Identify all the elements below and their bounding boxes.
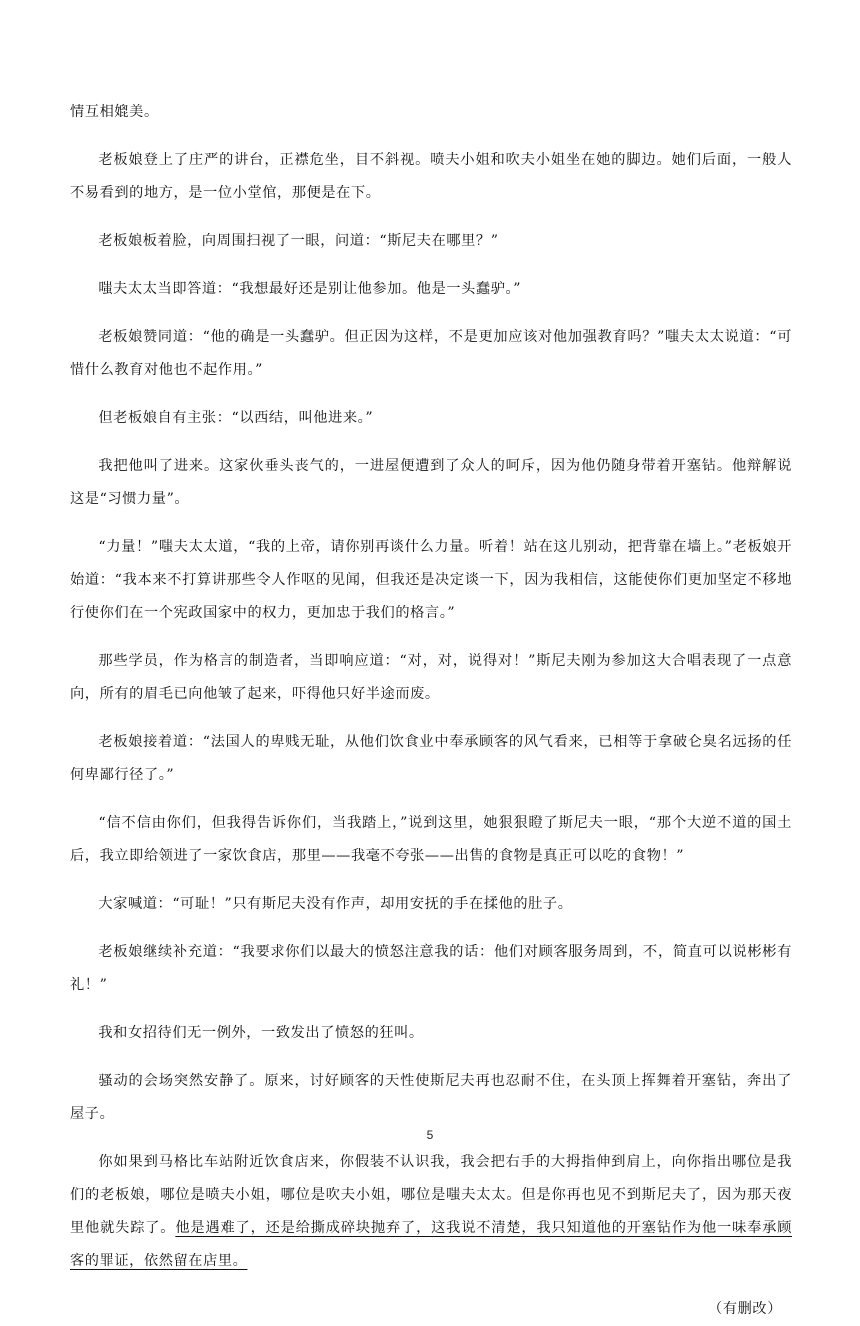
paragraph-5: 老板娘赞同道：“他的确是一头蠢驴。但正因为这样，不是更加应该对他加强教育吗？”嗤夫太太说道：“可惜什么教育对他也不起作用。” xyxy=(70,329,792,378)
paragraph-15: 骚动的会场突然安静了。原来，讨好顾客的天性使斯尼夫再也忍耐不住，在头顶上挥舞着开塞钻，奔出了屋子。 xyxy=(70,1073,792,1122)
paragraph-10: 老板娘接着道：“法国人的卑贱无耻，从他们饮食业中奉承顾客的风气看来，已相等于拿破仑臭名远扬的任何卑鄙行径了。” xyxy=(70,734,792,783)
paragraph-11: “信不信由你们，但我得告诉你们，当我踏上，”说到这里，她狠狠瞪了斯尼夫一眼，“那个大逆不道的国土后，我立即给领进了一家饮食店，那里——我毫不夸张——出售的食物是真正可以吃的食物！” xyxy=(70,815,792,864)
paragraph-2: 老板娘登上了庄严的讲台，正襟危坐，目不斜视。喷夫小姐和吹夫小姐坐在她的脚边。她们后面，一般人不易看到的地方，是一位小堂倌，那便是在下。 xyxy=(70,152,792,201)
underlined-sentence: 他是遇难了，还是给撕成碎块抛弃了，这我说不清楚，我只知道他的开塞钻作为他一味奉承顾客的罪证，依然留在店里。 xyxy=(70,1220,792,1269)
paragraph-6: 但老板娘自有主张：“以西结，叫他进来。” xyxy=(98,410,374,426)
source-note: （有删改） xyxy=(708,1301,782,1317)
paragraph-9: 那些学员，作为格言的制造者，当即响应道：“对，对，说得对！”斯尼夫刚为参加这大合唱表现了一点意向，所有的眉毛已向他皱了起来，吓得他只好半途而废。 xyxy=(70,653,792,702)
paragraph-3: 老板娘板着脸，向周围扫视了一眼，问道：“斯尼夫在哪里？” xyxy=(98,233,499,249)
paragraph-4: 嗤夫太太当即答道：“我想最好还是别让他参加。他是一头蠢驴。” xyxy=(98,281,522,297)
paragraph-12: 大家喊道：“可耻！”只有斯尼夫没有作声，却用安抚的手在揉他的肚子。 xyxy=(98,896,573,912)
paragraph-14: 我和女招待们无一例外，一致发出了愤怒的狂叫。 xyxy=(98,1025,424,1041)
page-number: 5 xyxy=(426,1128,434,1142)
paragraph-7: 我把他叫了进来。这家伙垂头丧气的，一进屋便遭到了众人的呵斥，因为他仍随身带着开塞钻。他辩解说这是“习惯力量”。 xyxy=(70,458,792,507)
paragraph-13: 老板娘继续补充道：“我要求你们以最大的愤怒注意我的话：他们对顾客服务周到，不，简直可以说彬彬有礼！” xyxy=(70,944,792,993)
paragraph-final xyxy=(70,1146,792,1278)
final-paragraph-text: 你如果到马格比车站附近饮食店来，你假装不认识我，我会把右手的大拇指伸到肩上，向你指出哪位是我们的老板娘，哪位是喷夫小姐，哪位是吹夫小姐，哪位是嗤夫太太。但是你再也见不到斯尼夫了，因为那天夜里他就失踪了。 xyxy=(70,1154,792,1236)
paragraph-1: 情互相媲美。 xyxy=(70,104,159,120)
paragraph-8: “力量！”嗤夫太太道，“我的上帝，请你别再谈什么力量。听着！站在这儿别动，把背靠在墙上。”老板娘开始道：“我本来不打算讲那些令人作呕的见闻，但我还是决定谈一下，因为我相信，这能使你们更加坚定不移地行使你们在一个宪政国家中的权力，更加忠于我们的格言。” xyxy=(70,539,792,621)
